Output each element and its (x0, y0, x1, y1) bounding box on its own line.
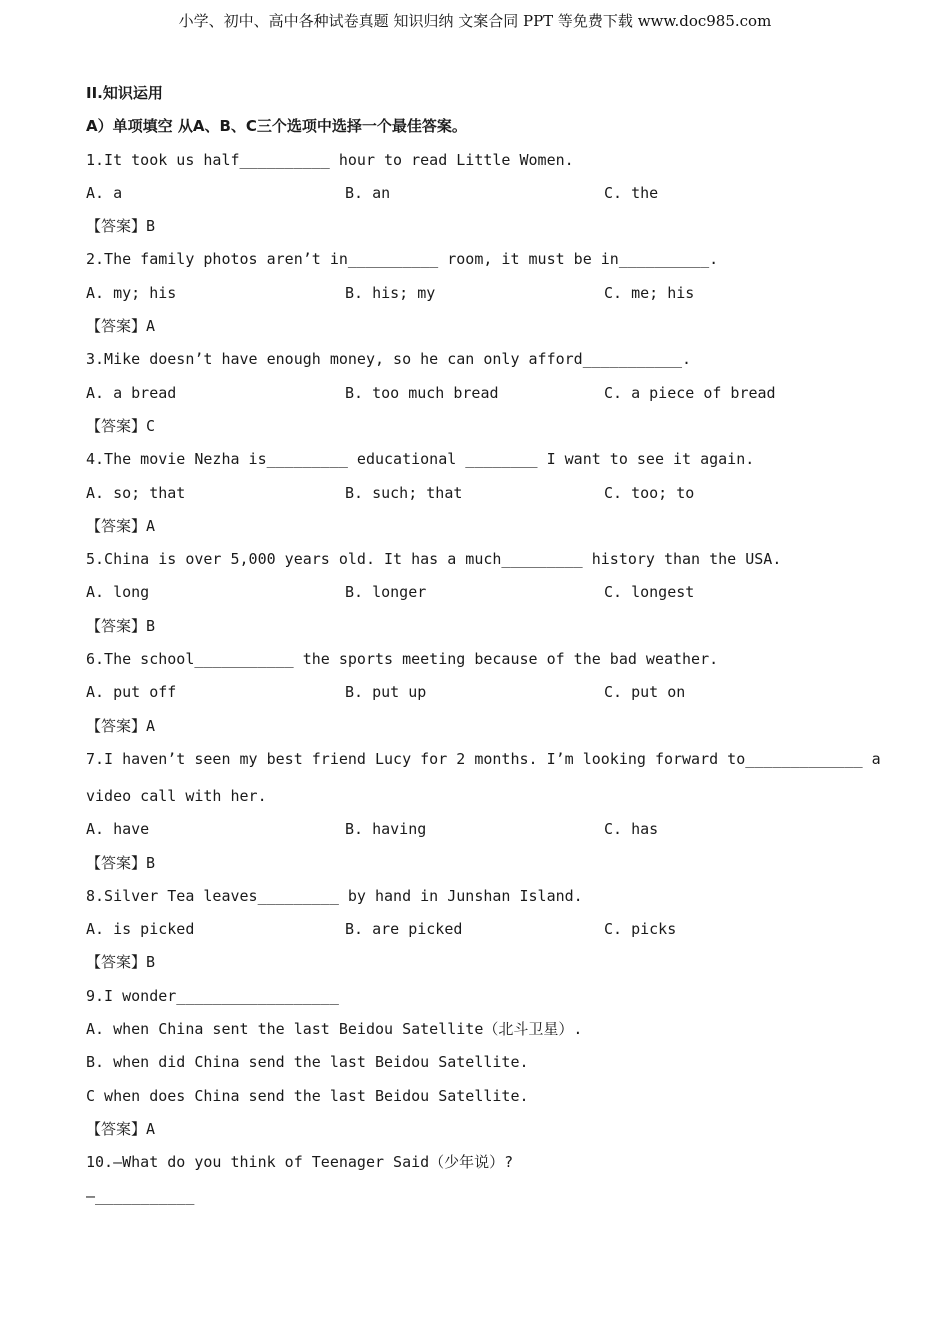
question-stem: 4.The movie Nezha is_________ educational ________ I want to see it again. (86, 450, 755, 469)
options-row (86, 816, 866, 849)
question-5 (86, 546, 866, 646)
option-c: C. has (604, 820, 659, 839)
answer: 【答案】A (86, 516, 156, 535)
option-a: A. is picked (86, 920, 195, 939)
option-b: B. when did China send the last Beidou Satellite. (86, 1053, 529, 1072)
option-c: C. picks (604, 920, 677, 939)
option-c: C. too; to (604, 483, 695, 502)
question-10 (86, 1149, 866, 1216)
option-c: C. a piece of bread (604, 383, 776, 402)
option-b: B. longer (345, 583, 427, 602)
option-b: B. are picked (345, 920, 463, 939)
options-row (86, 480, 866, 513)
answer: 【答案】A (86, 1119, 156, 1138)
question-9 (86, 983, 866, 1149)
page-header: 小学、初中、高中各种试卷真题 知识归纳 文案合同 PPT 等免费下载 www.doc985.com (178, 12, 772, 30)
question-stem: 10.—What do you think of Teenager Said（少年说）? (86, 1153, 514, 1172)
option-a: A. so; that (86, 483, 186, 502)
option-c: C when does China send the last Beidou Satellite. (86, 1086, 529, 1105)
question-2 (86, 246, 866, 346)
option-b: B. such; that (345, 483, 463, 502)
options-row (86, 579, 866, 612)
question-4 (86, 446, 866, 546)
option-c: C. longest (604, 583, 695, 602)
answer-blank: —___________ (86, 1186, 195, 1205)
question-7 (86, 746, 881, 883)
option-c: C. me; his (604, 283, 695, 302)
answer: 【答案】A (86, 317, 156, 336)
answer: 【答案】C (86, 416, 156, 435)
question-stem: 8.Silver Tea leaves_________ by hand in Junshan Island. (86, 886, 583, 905)
options-row (86, 679, 866, 712)
answer: 【答案】A (86, 716, 156, 735)
option-a: A. put off (86, 683, 177, 702)
options-row (86, 916, 866, 949)
options-row (86, 380, 866, 413)
option-b: B. his; my (345, 283, 436, 302)
option-b: B. put up (345, 683, 427, 702)
option-b: B. too much bread (345, 383, 499, 402)
question-stem: 5.China is over 5,000 years old. It has a much_________ history than the USA. (86, 550, 782, 569)
question-stem: 1.It took us half__________ hour to read Little Women. (86, 150, 574, 169)
question-1 (86, 147, 866, 247)
option-b: B. having (345, 820, 427, 839)
option-a: A. a bread (86, 383, 177, 402)
question-8 (86, 883, 866, 983)
question-6 (86, 646, 866, 746)
question-stem: 6.The school___________ the sports meeting because of the bad weather. (86, 650, 719, 669)
option-b: B. an (345, 183, 391, 202)
section-title: II.知识运用 (86, 84, 163, 102)
option-a: A. a (86, 183, 123, 202)
question-3 (86, 346, 866, 446)
answer: 【答案】B (86, 953, 156, 972)
answer: 【答案】B (86, 616, 156, 635)
options-row (86, 280, 866, 313)
question-stem: 3.Mike doesn’t have enough money, so he can only afford___________. (86, 350, 692, 369)
option-c: C. the (604, 183, 659, 202)
answer: 【答案】B (86, 853, 156, 872)
question-stem: 2.The family photos aren’t in__________ room, it must be in__________. (86, 250, 719, 269)
question-stem: 7.I haven’t seen my best friend Lucy for 2 months. I’m looking forward to_____________ a (86, 749, 881, 768)
option-a: A. my; his (86, 283, 177, 302)
options-row (86, 180, 866, 213)
option-c: C. put on (604, 683, 686, 702)
question-stem: 9.I wonder__________________ (86, 986, 339, 1005)
question-stem-continued: video call with her. (86, 786, 267, 805)
option-a: A. long (86, 583, 150, 602)
option-a: A. when China sent the last Beidou Satellite（北斗卫星）. (86, 1020, 583, 1039)
option-a: A. have (86, 820, 150, 839)
subsection-title: A）单项填空 从A、B、C三个选项中选择一个最佳答案。 (86, 117, 467, 136)
answer: 【答案】B (86, 217, 156, 236)
exam-content (86, 80, 881, 1216)
